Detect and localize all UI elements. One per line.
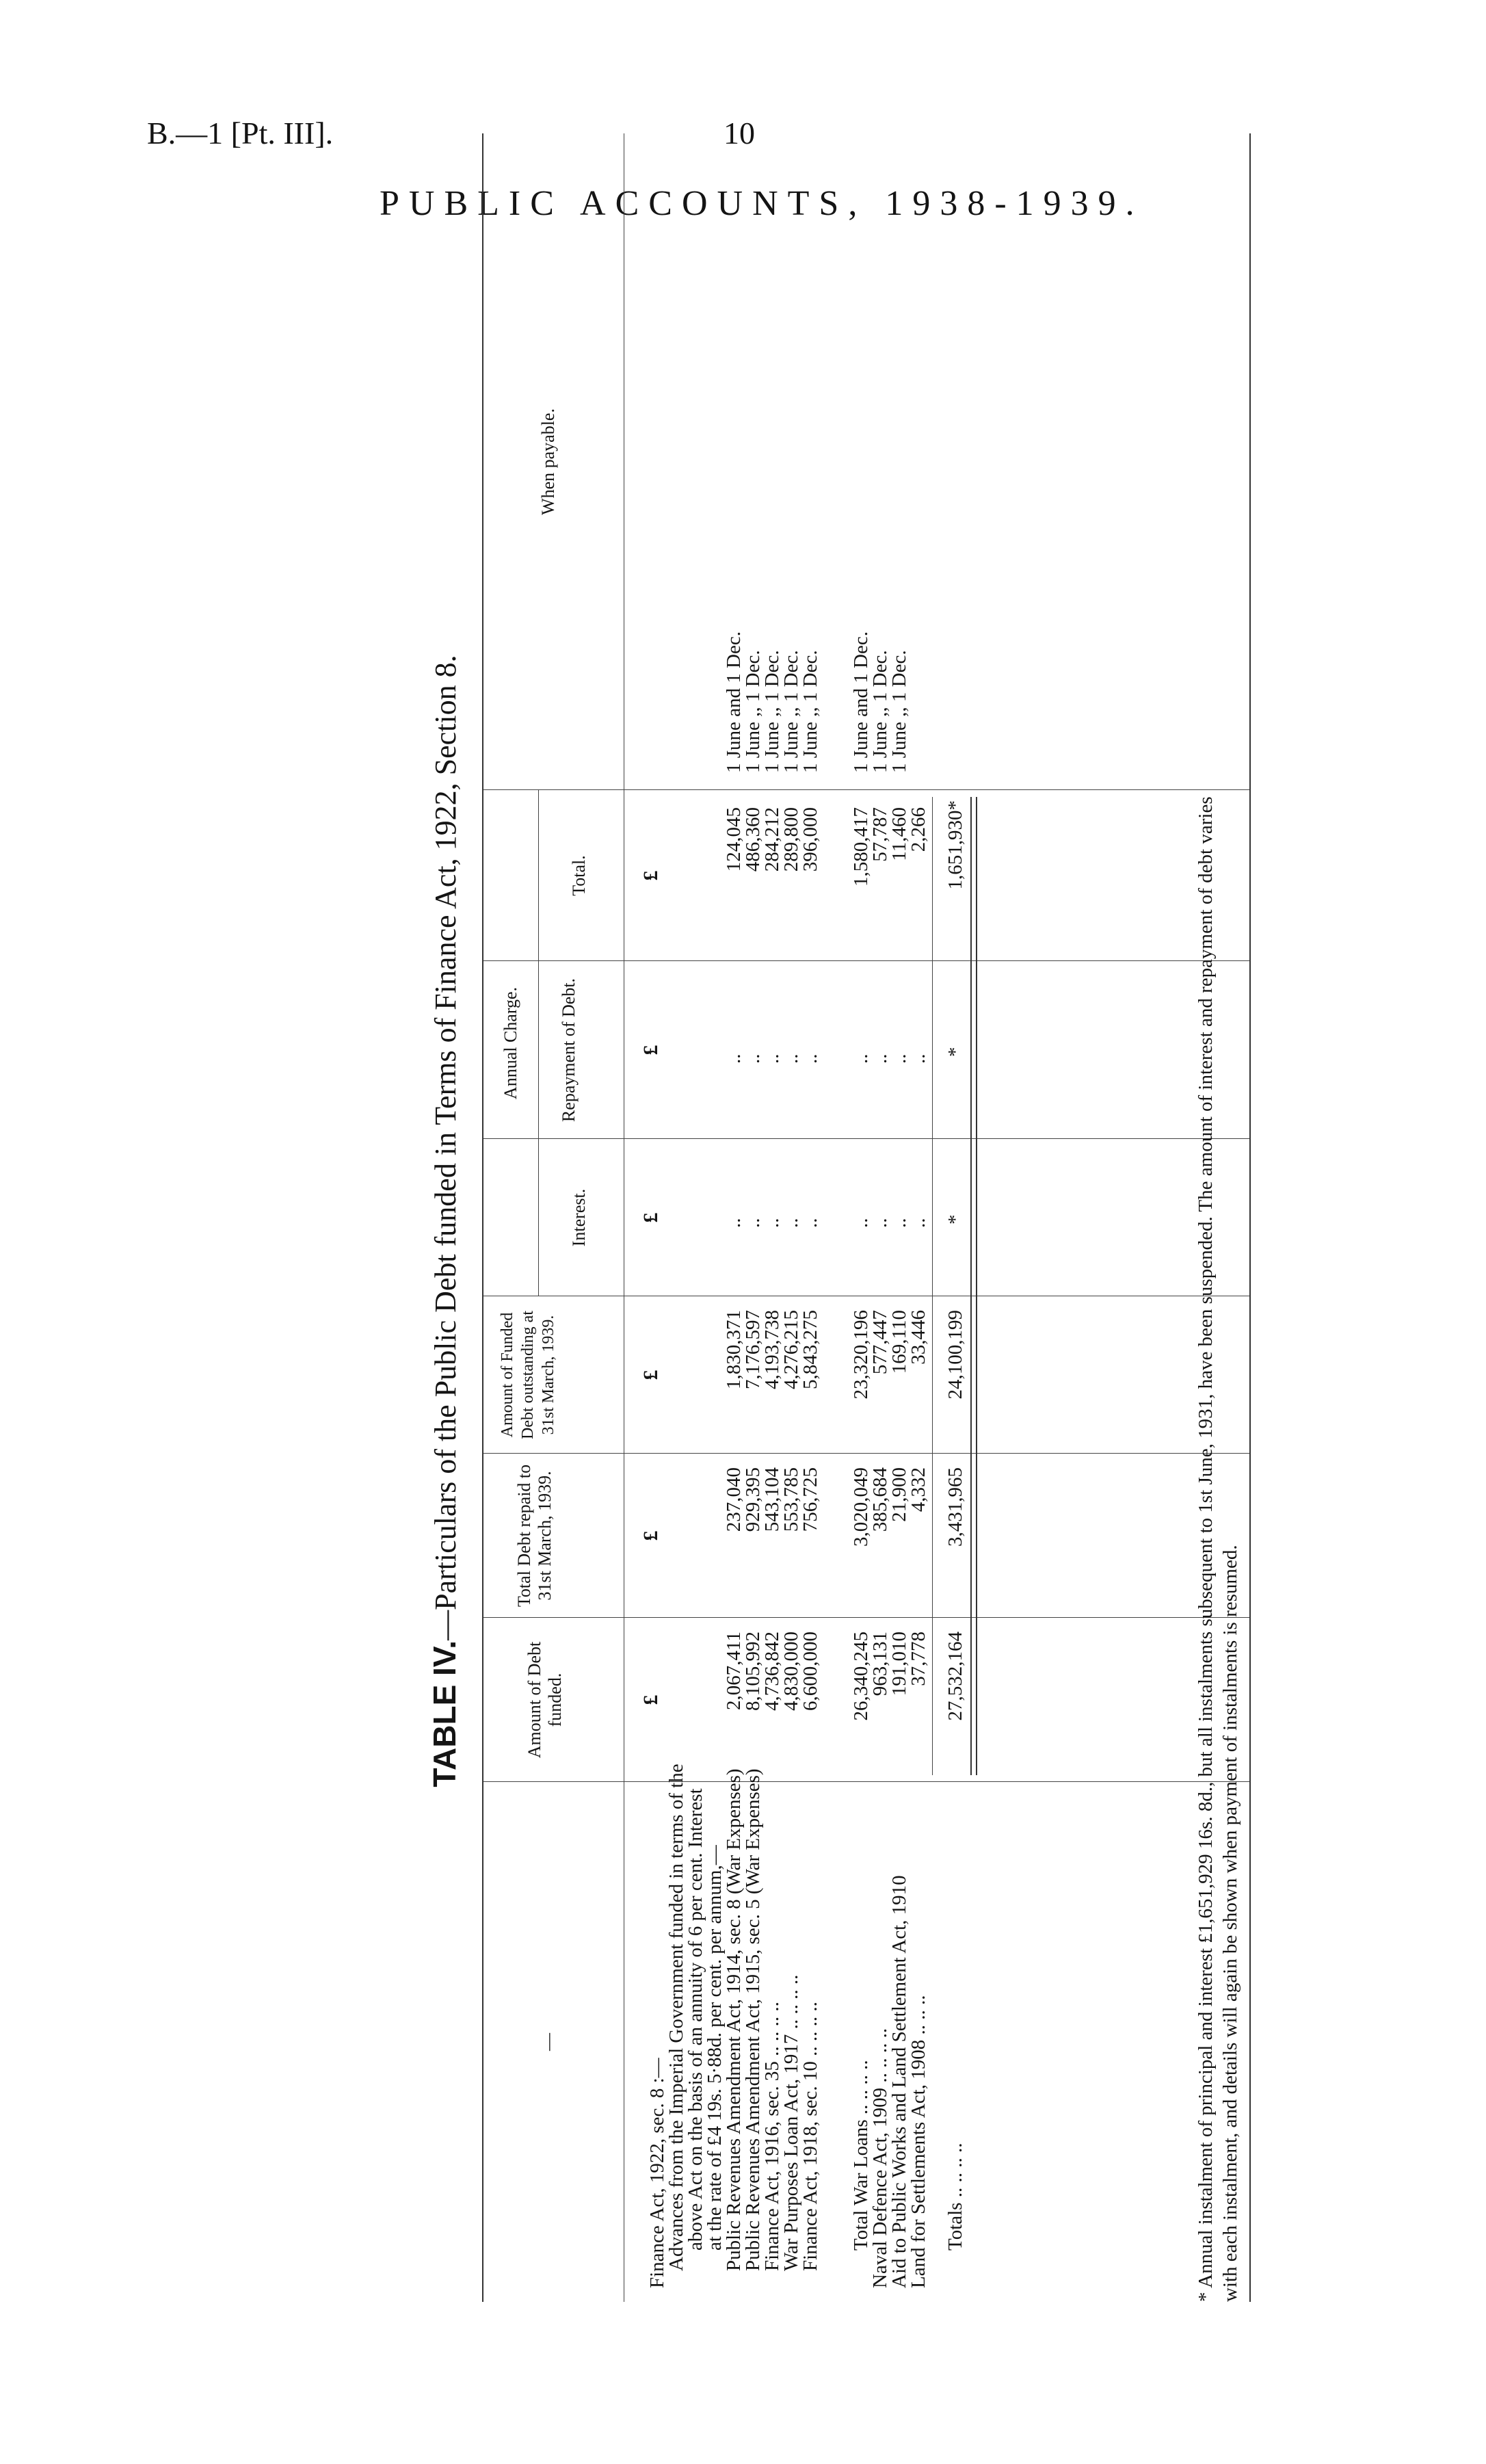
- row-repaid: 929,395: [742, 1467, 764, 1532]
- row-funded: 26,340,245: [850, 1631, 872, 1721]
- row-outstanding: 4,276,215: [780, 1310, 802, 1389]
- row-name: Public Revenues Amendment Act, 1915, sec. 5 (War Expenses): [742, 1768, 764, 2271]
- row-interest: ..: [780, 1218, 802, 1228]
- document-reference: B.—1 [Pt. III].: [147, 116, 334, 150]
- footnote-line: * Annual instalment of principal and interest £1,651,929 16s. 8d., but all instalments subsequent to 1st June, 1931, have been suspended. The amount of interest and repayment of debt varies: [1195, 796, 1217, 2302]
- row-funded: 8,105,992: [742, 1631, 764, 1711]
- col-total-header: Total.: [569, 855, 589, 896]
- row-when-payable: 1 June ,, 1 Dec.: [742, 650, 764, 773]
- row-interest: ..: [888, 1218, 910, 1228]
- row-repayment: ..: [742, 1053, 764, 1064]
- currency-pound: £: [639, 870, 662, 881]
- row-name: Naval Defence Act, 1909 .. .. .. ..: [869, 2028, 891, 2288]
- row-when-payable: 1 June ,, 1 Dec.: [888, 650, 910, 773]
- page-number: 10: [724, 116, 755, 150]
- row-funded: 2,067,411: [723, 1631, 745, 1710]
- row-funded: 37,778: [907, 1631, 929, 1686]
- row-interest: ..: [799, 1218, 821, 1228]
- currency-pound: £: [639, 1212, 662, 1223]
- row-outstanding: 4,193,738: [761, 1310, 783, 1389]
- row-total: 2,266: [907, 807, 929, 852]
- currency-pound: £: [639, 1530, 662, 1541]
- row-repayment: ..: [799, 1053, 821, 1064]
- row-repayment: ..: [907, 1053, 929, 1064]
- intro-line: Advances from the Imperial Government funded in terms of the: [665, 1764, 687, 2271]
- rotated-table-region: [421, 120, 1255, 2322]
- row-name: Aid to Public Works and Land Settlement Act, 1910: [888, 1875, 910, 2288]
- footnote-line: with each instalment, and details will again be shown when payment of instalments is resumed.: [1219, 1545, 1241, 2302]
- col-amount-funded-header: Amount of Debt funded.: [525, 1641, 565, 1759]
- row-total: 284,212: [761, 807, 783, 872]
- currency-pound: £: [639, 1045, 662, 1056]
- row-interest: ..: [869, 1218, 891, 1228]
- row-repayment: ..: [869, 1053, 891, 1064]
- row-when-payable: 1 June ,, 1 Dec.: [761, 650, 783, 773]
- row-when-payable: 1 June ,, 1 Dec.: [780, 650, 802, 773]
- currency-pound: £: [639, 1694, 662, 1705]
- col-interest-header: Interest.: [569, 1188, 589, 1247]
- row-repaid: 543,104: [761, 1467, 783, 1532]
- totals-total: 1,651,930*: [944, 800, 966, 890]
- row-name: Land for Settlements Act, 1908 .. .. ..: [907, 1995, 929, 2288]
- row-outstanding: 5,843,275: [799, 1310, 821, 1389]
- row-name: Finance Act, 1918, sec. 10 .. .. .. ..: [799, 2002, 821, 2271]
- row-total: 396,000: [799, 807, 821, 872]
- col-outstanding-header: Amount of Funded Debt outstanding at 31st March, 1939.: [499, 1311, 557, 1439]
- totals-interest: *: [944, 1214, 966, 1224]
- intro-line: above Act on the basis of an annuity of 6 per cent. Interest: [685, 1788, 706, 2251]
- intro-line: at the rate of £4 19s. 5·88d. per cent. per annum,—: [704, 1845, 726, 2251]
- row-repaid: 237,040: [723, 1467, 745, 1532]
- page-title: PUBLIC ACCOUNTS, 1938-1939.: [380, 184, 1144, 223]
- table-label: TABLE IV.: [427, 1640, 462, 1787]
- row-outstanding: 33,446: [907, 1310, 929, 1365]
- row-outstanding: 577,447: [869, 1310, 891, 1375]
- row-name: Finance Act, 1916, sec. 35 .. .. .. ..: [761, 2002, 783, 2271]
- col-debt-repaid-header: Total Debt repaid to 31st March, 1939.: [514, 1464, 555, 1608]
- row-total: 57,787: [869, 807, 891, 862]
- row-repayment: ..: [888, 1053, 910, 1064]
- row-repaid: 21,900: [888, 1467, 910, 1522]
- row-outstanding: 7,176,597: [742, 1310, 764, 1389]
- row-repaid: 4,332: [907, 1467, 929, 1512]
- row-total: 486,360: [742, 807, 764, 872]
- footnote: [1193, 133, 1243, 2302]
- row-repaid: 385,684: [869, 1467, 891, 1532]
- row-outstanding: 1,830,371: [723, 1310, 745, 1389]
- row-repaid: 553,785: [780, 1467, 802, 1532]
- col-annual-charge-header: Annual Charge.: [501, 986, 520, 1100]
- row-interest: ..: [742, 1218, 764, 1228]
- row-when-payable: 1 June and 1 Dec.: [850, 631, 872, 773]
- totals-repaid: 3,431,965: [944, 1467, 966, 1547]
- row-funded: 963,131: [869, 1631, 891, 1696]
- currency-pound: £: [639, 1369, 662, 1380]
- row-repaid: 3,020,049: [850, 1467, 872, 1547]
- row-interest: ..: [761, 1218, 783, 1228]
- totals-outstanding: 24,100,199: [944, 1310, 966, 1400]
- row-repayment: ..: [723, 1053, 745, 1064]
- row-funded: 4,830,000: [780, 1631, 802, 1711]
- row-total: 289,800: [780, 807, 802, 872]
- col-repayment-header: Repayment of Debt.: [559, 978, 579, 1123]
- col-when-payable-header: When payable.: [538, 408, 558, 515]
- row-repayment: ..: [780, 1053, 802, 1064]
- row-interest: ..: [723, 1218, 745, 1228]
- totals-funded: 27,532,164: [944, 1631, 966, 1721]
- row-name: War Purposes Loan Act, 1917 .. .. .. ..: [780, 1974, 802, 2271]
- table-title: [421, 120, 468, 2322]
- row-funded: 191,010: [888, 1631, 910, 1696]
- row-when-payable: 1 June ,, 1 Dec.: [799, 650, 821, 773]
- intro-line: Finance Act, 1922, sec. 8 :—: [646, 2058, 668, 2288]
- col-description-header: —: [538, 2033, 558, 2051]
- row-total: 1,580,417: [850, 807, 872, 887]
- row-outstanding: 23,320,196: [850, 1310, 872, 1400]
- row-name: Public Revenues Amendment Act, 1914, sec. 8 (War Expenses): [723, 1768, 745, 2271]
- row-when-payable: 1 June ,, 1 Dec.: [869, 650, 891, 773]
- row-repayment: ..: [850, 1053, 872, 1064]
- row-interest: ..: [850, 1218, 872, 1228]
- table-caption: —Particulars of the Public Debt funded in Terms of Finance Act, 1922, Section 8.: [429, 655, 462, 1640]
- row-funded: 4,736,842: [761, 1631, 783, 1711]
- totals-label: Totals .. .. .. ..: [944, 2142, 966, 2251]
- row-interest: ..: [907, 1218, 929, 1228]
- row-repaid: 756,725: [799, 1467, 821, 1532]
- row-outstanding: 169,110: [888, 1310, 910, 1374]
- debt-table: [482, 133, 1251, 2302]
- row-total: 124,045: [723, 807, 745, 872]
- row-funded: 6,600,000: [799, 1631, 821, 1711]
- totals-repayment: *: [944, 1047, 966, 1057]
- row-repayment: ..: [761, 1053, 783, 1064]
- row-total: 11,460: [888, 807, 910, 861]
- row-when-payable: 1 June and 1 Dec.: [723, 631, 745, 773]
- row-name: Total War Loans .. .. .. ..: [850, 2060, 872, 2251]
